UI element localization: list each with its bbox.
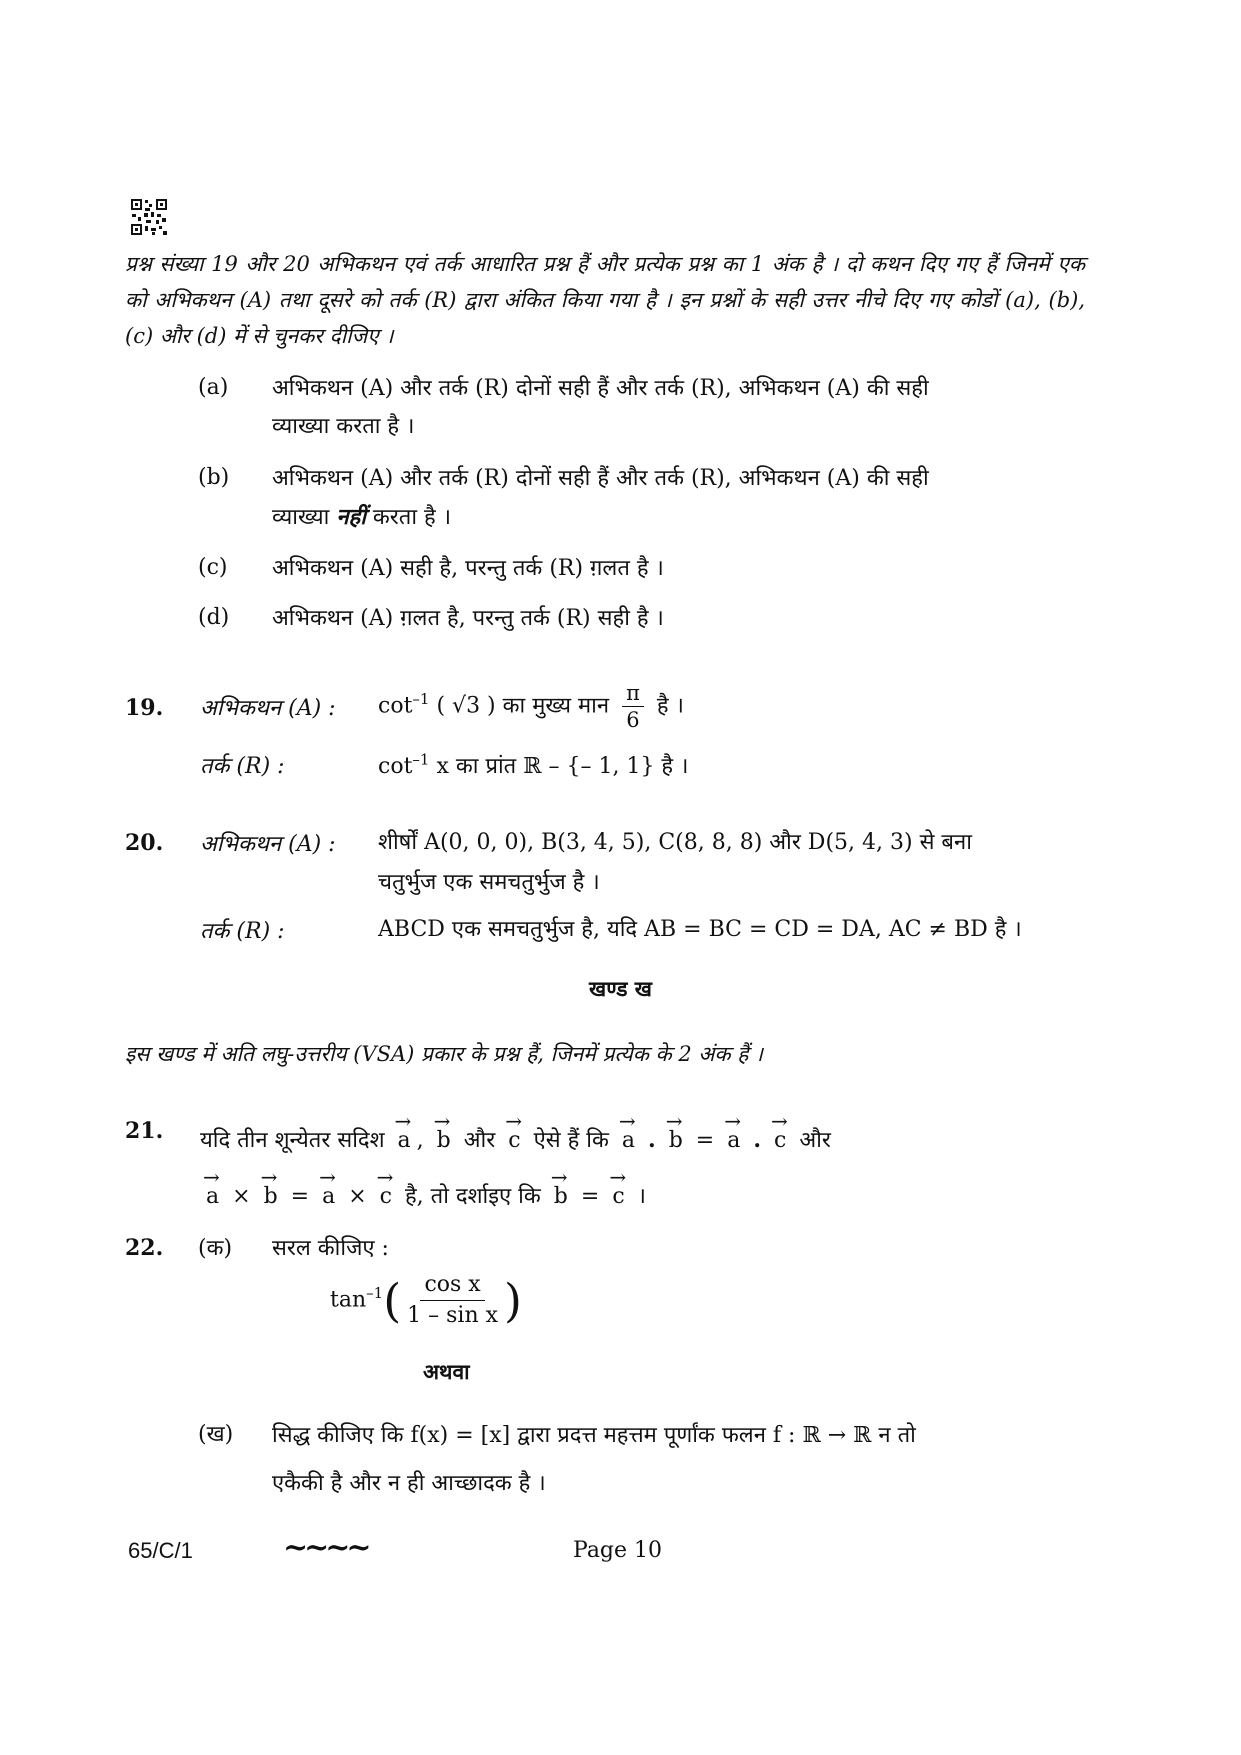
option-label-d: (d): [198, 605, 230, 630]
option-text-b: अभिकथन (A) और तर्क (R) दोनों सही हैं और तर्क (R), अभिकथन (A) की सही व्याख्या नहीं करता है ।: [272, 466, 929, 530]
option-text-c: अभिकथन (A) सही है, परन्तु तर्क (R) ग़लत है ।: [272, 556, 664, 581]
q22-part-a-label: (क): [198, 1236, 233, 1261]
q19-reason: $\cot^{-1} x$ का प्रांत ℝ – {– 1, 1} है ।: [378, 750, 689, 779]
vector-c: → c: [768, 1113, 792, 1169]
question-number-19: 19.: [125, 695, 164, 721]
vector-b: → b: [548, 1169, 574, 1225]
option-label-a: (a): [198, 375, 229, 400]
q20-reason: ABCD एक समचतुर्भुज है, यदि AB = BC = CD = DA, AC ≠ BD है ।: [378, 917, 1022, 942]
vector-a: → a: [721, 1113, 746, 1169]
question-number-21: 21.: [125, 1118, 164, 1144]
option-text-d: अभिकथन (A) ग़लत है, परन्तु तर्क (R) सही है ।: [272, 606, 664, 631]
q22-part-a-text: सरल कीजिए :: [272, 1236, 389, 1261]
q22-part-b-label: (ख): [198, 1422, 234, 1447]
instructions-paragraph: प्रश्न संख्या 19 और 20 अभिकथन एवं तर्क आधारित प्रश्न हैं और प्रत्येक प्रश्न का 1 अंक है । दो कथन दिए गए हैं जिनमें एक को अभिकथन (A) तथा दूसरे को तर्क (R) द्वारा अंकित किया गया है । इन प्रश्नों के सही उत्तर नीचे दिए गए कोडों (a), (b), (c) और (d) में से चुनकर दीजिए ।: [125, 252, 1085, 348]
paper-code: 65/C/1: [128, 1538, 193, 1563]
qr-code-icon: [130, 198, 168, 236]
vector-b: → b: [258, 1169, 284, 1225]
or-separator: अथवा: [423, 1359, 470, 1384]
q20-reason-label: तर्क (R) :: [200, 919, 285, 944]
option-text-a: अभिकथन (A) और तर्क (R) दोनों सही हैं और तर्क (R), अभिकथन (A) की सही व्याख्या करता है ।: [272, 376, 929, 439]
q22-part-b-text: सिद्ध कीजिए कि f(x) = [x] द्वारा प्रदत्त महत्तम पूर्णांक फलन f : ℝ → ℝ न तो एकैकी है और न ही आच्छादक है ।: [272, 1423, 916, 1496]
vector-b: → b: [663, 1113, 689, 1169]
question-number-22: 22.: [125, 1235, 164, 1261]
pi-over-six-fraction: $\frac{\pi}{6}$: [622, 680, 644, 733]
vector-a: → a: [392, 1113, 417, 1169]
section-title: खण्ड ख: [589, 976, 652, 1001]
vector-c: → c: [374, 1169, 398, 1225]
tilde-mark: ~~~~: [283, 1530, 368, 1565]
vector-a: → a: [200, 1169, 225, 1225]
q21-text: यदि तीन शून्येतर सदिश → a , → b और → c ऐसे हैं कि → a . → b = → a . → c और → a × → b = → a × → c है, तो दर्शाइए कि → b = → c ।: [200, 1112, 1060, 1225]
q22-expression: $\tan^{-1}$( $\frac{\text{cos x}}{\text{1 – sin x}}$ ): [330, 1272, 522, 1328]
q19-assertion: $\cot^{-1}$ ( √3 ) का मुख्य मान $\frac{\pi}{6}$ है ।: [378, 681, 684, 732]
vector-a: → a: [616, 1113, 641, 1169]
q20-assertion-label: अभिकथन (A) :: [200, 832, 336, 857]
q19-assertion-label: अभिकथन (A) :: [200, 696, 336, 721]
section-instruction: इस खण्ड में अति लघु-उत्तरीय (VSA) प्रकार के प्रश्न हैं, जिनमें प्रत्येक के 2 अंक हैं ।: [125, 1042, 763, 1066]
vector-a: → a: [316, 1169, 341, 1225]
page-number: Page 10: [573, 1538, 663, 1563]
option-label-c: (c): [198, 555, 228, 580]
vector-b: → b: [431, 1113, 457, 1169]
vector-c: → c: [502, 1113, 526, 1169]
q20-assertion: शीर्षों A(0, 0, 0), B(3, 4, 5), C(8, 8, 8) और D(5, 4, 3) से बना चतुर्भुज एक समचतुर्भुज है ।: [378, 830, 972, 895]
question-number-20: 20.: [125, 830, 164, 856]
q19-reason-label: तर्क (R) :: [200, 754, 285, 779]
vector-c: → c: [606, 1169, 630, 1225]
option-label-b: (b): [198, 465, 230, 490]
